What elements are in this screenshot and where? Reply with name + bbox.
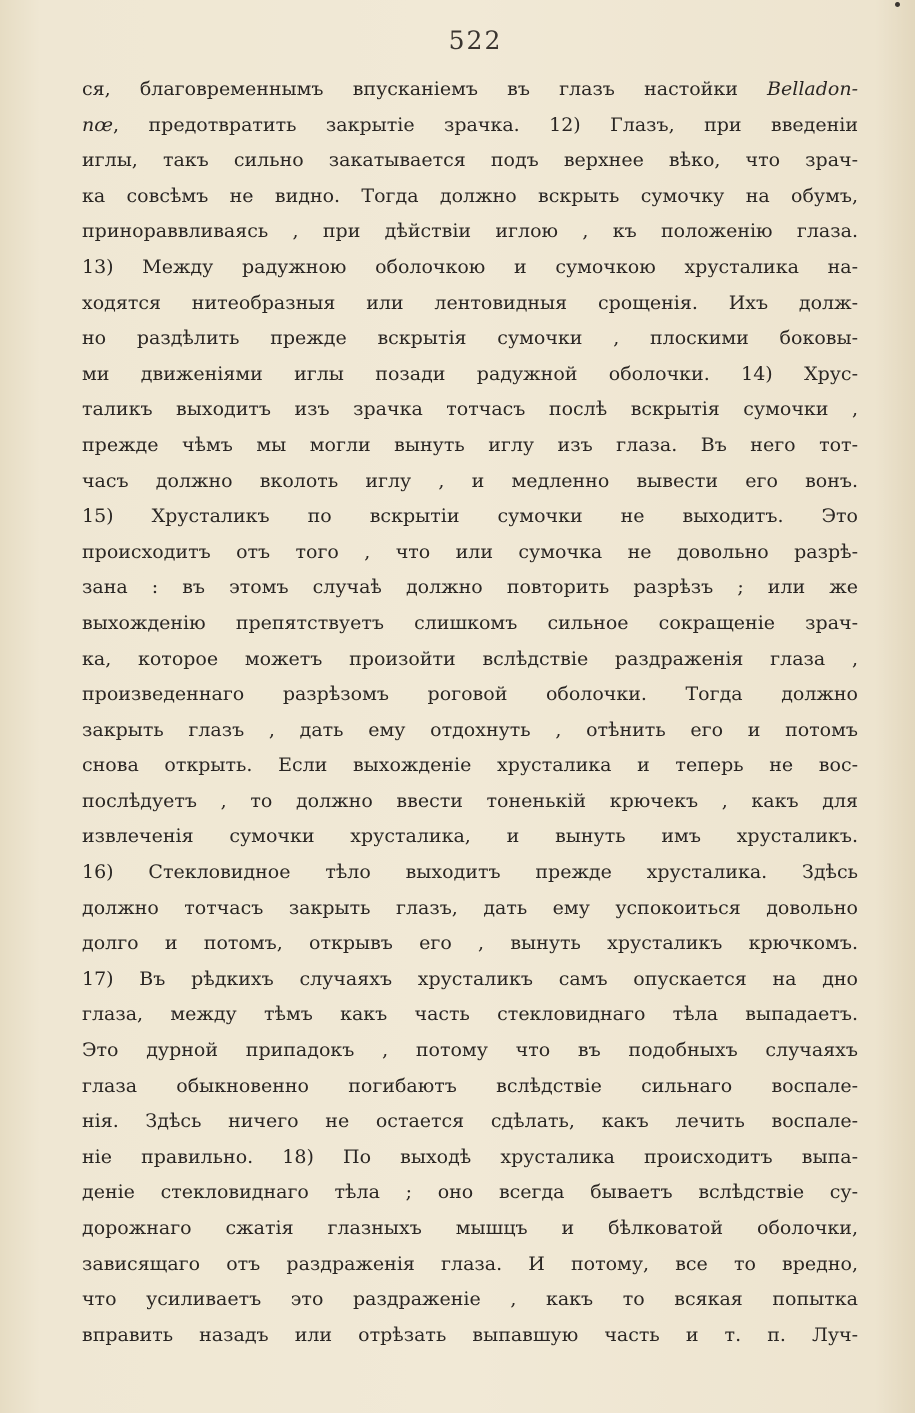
- text-line: иглы, такъ сильно закатывается подъ верхнее вѣко, что зрач-: [82, 149, 858, 172]
- text-line: ходятся нитеобразныя или лентовидныя срощенія. Ихъ долж-: [82, 291, 858, 314]
- text-line: глаза обыкновенно погибаютъ вслѣдствіе сильнаго воспале-: [82, 1074, 858, 1097]
- text-line: должно тотчасъ закрыть глазъ, дать ему успокоиться довольно: [82, 896, 858, 919]
- text-line: таликъ выходитъ изъ зрачка тотчасъ послѣ вскрытія сумочки ,: [82, 398, 858, 421]
- text-line: ніе правильно. 18) По выходѣ хрусталика происходитъ выпа-: [82, 1145, 858, 1168]
- text-line: глаза, между тѣмъ какъ часть стекловиднаго тѣла выпадаетъ.: [82, 1003, 858, 1026]
- text-line: происходитъ отъ того , что или сумочка не довольно разрѣ-: [82, 540, 858, 563]
- body-text: [82, 72, 858, 1353]
- text-line: послѣдуетъ , то должно ввести тоненькій крючекъ , какъ для: [82, 789, 858, 812]
- text-line: nœ, предотвратить закрытіе зрачка. 12) Глазъ, при введеніи: [82, 113, 858, 136]
- text-line: нія. Здѣсь ничего не остается сдѣлать, какъ лечить воспале-: [82, 1110, 858, 1133]
- text-line: зависящаго отъ раздраженія глаза. И потому, все то вредно,: [82, 1252, 858, 1275]
- text-line: ка, которое можетъ произойти вслѣдствіе раздраженія глаза ,: [82, 647, 858, 670]
- text-line: прежде чѣмъ мы могли вынуть иглу изъ глаза. Въ него тот-: [82, 433, 858, 456]
- text-line: ка совсѣмъ не видно. Тогда должно вскрыть сумочку на обумъ,: [82, 184, 858, 207]
- corner-speck: [895, 2, 900, 7]
- text-line: принораввливаясь , при дѣйствіи иглою , къ положенію глаза.: [82, 220, 858, 243]
- text-line: ми движеніями иглы позади радужной оболочки. 14) Хрус-: [82, 362, 858, 385]
- text-line: 17) Въ рѣдкихъ случаяхъ хрусталикъ самъ опускается на дно: [82, 967, 858, 990]
- text-line: снова открыть. Если выхожденіе хрусталика и теперь не вос-: [82, 754, 858, 777]
- text-line: вправить назадъ или отрѣзать выпавшую часть и т. п. Луч-: [82, 1323, 858, 1346]
- text-line: дорожнаго сжатія глазныхъ мышцъ и бѣлковатой оболочки,: [82, 1217, 858, 1239]
- text-line: зана : въ этомъ случаѣ должно повторить разрѣзъ ; или же: [82, 576, 858, 599]
- text-line: произведеннаго разрѣзомъ роговой оболочки. Тогда должно: [82, 683, 858, 706]
- text-line: выхожденію препятствуетъ слишкомъ сильное сокращеніе зрач-: [82, 611, 858, 634]
- text-line: что усиливаетъ это раздраженіе , какъ то всякая попытка: [82, 1288, 858, 1311]
- text-line: долго и потомъ, открывъ его , вынуть хрусталикъ крючкомъ.: [82, 932, 858, 955]
- text-line: 13) Между радужною оболочкою и сумочкою хрусталика на-: [82, 255, 858, 278]
- text-line: 15) Хрусталикъ по вскрытіи сумочки не выходитъ. Это: [82, 505, 858, 528]
- text-line: извлеченія сумочки хрусталика, и вынуть имъ хрусталикъ.: [82, 825, 858, 848]
- text-line: деніе стекловиднаго тѣла ; оно всегда бываетъ вслѣдствіе су-: [82, 1181, 858, 1204]
- text-line: но раздѣлить прежде вскрытія сумочки , плоскими боковы-: [82, 327, 858, 350]
- text-line: Это дурной припадокъ , потому что въ подобныхъ случаяхъ: [82, 1039, 858, 1062]
- text-line: часъ должно вколоть иглу , и медленно вывести его вонъ.: [82, 469, 858, 492]
- text-line: 16) Стекловидное тѣло выходитъ прежде хрусталика. Здѣсь: [82, 861, 858, 884]
- text-line: закрыть глазъ , дать ему отдохнуть , отѣнить его и потомъ: [82, 718, 858, 741]
- text-line: ся, благовременнымъ впусканіемъ въ глазъ настойки Belladon-: [82, 78, 858, 100]
- page-number: 522: [448, 26, 503, 55]
